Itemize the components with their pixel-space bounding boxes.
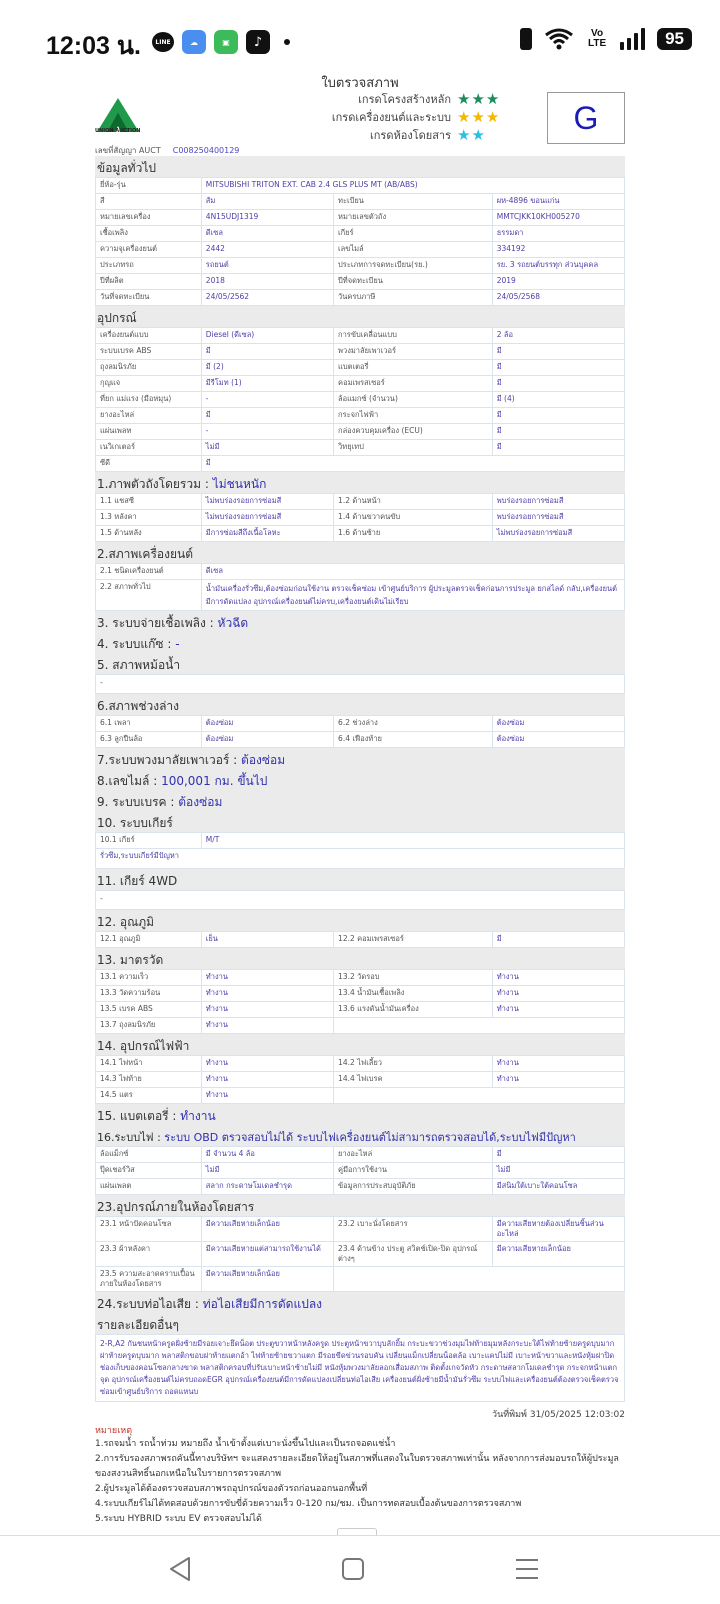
cell-value: ทำงาน <box>201 1072 333 1088</box>
table-row <box>96 1179 625 1195</box>
cell-label <box>334 1088 625 1104</box>
cell-value: ธรรมดา <box>492 226 624 242</box>
cell-value: ทำงาน <box>201 1002 333 1018</box>
general-table <box>95 177 625 306</box>
home-button[interactable] <box>338 1554 368 1584</box>
cell-label: 23.1 หน้าปัดคอนโซล <box>96 1217 202 1242</box>
navigation-bar <box>0 1535 720 1604</box>
signal-icon <box>620 28 645 50</box>
table-row <box>96 1267 625 1292</box>
star-rating-icon: ★★ <box>457 126 486 144</box>
print-date: วันที่พิมพ์ 31/05/2025 12:03:02 <box>492 1410 625 1420</box>
table-row <box>96 1072 625 1088</box>
section-equipment: อุปกรณ์ <box>95 306 625 327</box>
cabin-table <box>95 1216 625 1292</box>
section-mileage: 8.เลขไมล์ : 100,001 กม. ขึ้นไป <box>95 769 625 790</box>
section-power-steering: 7.ระบบพวงมาลัยเพาเวอร์ : ต้องซ่อม <box>95 748 625 769</box>
volte-icon: Vo LTE <box>588 28 607 49</box>
section-radiator: 5. สภาพหม้อน้ำ <box>95 653 625 674</box>
cell-value: มี <box>492 424 624 440</box>
cell-value: มี <box>492 360 624 376</box>
system-icons <box>520 27 692 51</box>
table-row <box>96 510 625 526</box>
cell-label: ถุงลมนิรภัย <box>96 360 202 376</box>
section-brakes: 9. ระบบเบรค : ต้องซ่อม <box>95 790 625 811</box>
table-row <box>96 328 625 344</box>
engine-table <box>95 563 625 611</box>
cell-label: ความจุเครื่องยนต์ <box>96 242 202 258</box>
grade-list <box>332 90 505 144</box>
cell-label: ปุ๊คเชอร์วิส <box>96 1163 202 1179</box>
cell-label: พวงมาลัยเพาเวอร์ <box>334 344 493 360</box>
section-gauges: 13. มาตรวัด <box>95 948 625 969</box>
cell-label: คู่มือการใช้งาน <box>334 1163 493 1179</box>
cell-value: มี <box>492 408 624 424</box>
gauges-table <box>95 969 625 1034</box>
section-electrical-system: 16.ระบบไฟ : ระบบ OBD ตรวจสอบไม่ได้ ระบบไฟเครื่องยนต์ไม่สามารถตรวจสอบได้,ระบบไฟมีปัญหา <box>95 1125 625 1146</box>
suspension-table <box>95 715 625 748</box>
cell-value: พบร่องรอยการซ่อมสี <box>492 510 624 526</box>
cell-label: 13.4 น้ำมันเชื้อเพลิง <box>334 986 493 1002</box>
cell-value: มี (2) <box>201 360 333 376</box>
cell-label: 13.2 วัดรอบ <box>334 970 493 986</box>
table-row <box>96 242 625 258</box>
table-row <box>96 1147 625 1163</box>
table-row <box>96 456 625 472</box>
cell-value: มี <box>492 376 624 392</box>
section-engine: 2.สภาพเครื่องยนต์ <box>95 542 625 563</box>
cell-value: ไม่พบร่องรอยการซ่อมสี <box>492 526 624 542</box>
cell-label: เนวิเกเตอร์ <box>96 440 202 456</box>
cell-label: 12.2 คอมเพรสเซอร์ <box>334 932 493 948</box>
table-row <box>96 440 625 456</box>
contract-value: C008250400129 <box>172 146 240 155</box>
cell-label: 13.6 แรงดันน้ำมันเครื่อง <box>334 1002 493 1018</box>
more-notifications-dot <box>284 39 290 45</box>
cell-label: 14.3 ไฟท้าย <box>96 1072 202 1088</box>
cell-value: ต้องซ่อม <box>201 716 333 732</box>
table-row <box>96 494 625 510</box>
cell-value: ไม่มี <box>201 440 333 456</box>
accessories-table <box>95 1146 625 1195</box>
cell-value: มีความเสียหายเล็กน้อย <box>201 1267 333 1292</box>
cell-value: ทำงาน <box>201 970 333 986</box>
remark-item: 5.ระบบ HYBRID ระบบ EV ตรวจสอบไม่ได้ <box>95 1514 262 1524</box>
section-suspension: 6.สภาพช่วงล่าง <box>95 694 625 715</box>
cell-value: ทำงาน <box>492 1056 624 1072</box>
cell-label: 13.7 ถุงลมนิรภัย <box>96 1018 202 1034</box>
cell-label: ปีที่ผลิต <box>96 274 202 290</box>
cell-value: น้ำมันเครื่องรั่วซึม,ต้องซ่อมก่อนใช้งาน ตรวจเช็คซ่อม เข้าศูนย์บริการ ผู้ประมูลตรวจเช็คก่อนการประมูล ยกสไลด์ กลับ,เครื่องยนต์มีการดัดแปลง อุปกรณ์เครื่องยนต์ไม่ครบ,เครื่องยนต์เดินไม่เรียบ <box>201 580 624 611</box>
cell-value: มี <box>201 408 333 424</box>
table-row <box>96 716 625 732</box>
back-button[interactable] <box>165 1554 195 1584</box>
overall-grade: G <box>547 92 625 144</box>
cell-label: 6.2 ช่วงล่าง <box>334 716 493 732</box>
cell-value: มี <box>201 456 624 472</box>
cell-value: รถยนต์ <box>201 258 333 274</box>
cell-label: 14.2 ไฟเลี้ยว <box>334 1056 493 1072</box>
cell-value: ไม่พบร่องรอยการซ่อมสี <box>201 494 333 510</box>
cell-label: เชื้อเพลิง <box>96 226 202 242</box>
inspection-document <box>95 70 625 1527</box>
recents-icon <box>514 1556 540 1582</box>
status-bar <box>0 0 720 80</box>
cell-label: ล้อแมกซ์ (จำนวน) <box>334 392 493 408</box>
notification-icons <box>152 30 290 54</box>
cell-value: ดีเซล <box>201 226 333 242</box>
cell-value: ทำงาน <box>492 1002 624 1018</box>
cell-label: แบตเตอรี่ <box>334 360 493 376</box>
cell-value: 4N15UDJ1319 <box>201 210 333 226</box>
table-row <box>96 210 625 226</box>
cell-label: กุญแจ <box>96 376 202 392</box>
table-row <box>96 258 625 274</box>
contract-number <box>95 144 625 156</box>
cell-value: ทำงาน <box>492 970 624 986</box>
cell-label: แผ่นเพลท <box>96 424 202 440</box>
table-row <box>96 932 625 948</box>
cell-label: ที่ยก แม่แรง (มือหมุน) <box>96 392 202 408</box>
grade-label: เกรดโครงสร้างหลัก <box>358 93 451 106</box>
cell-label: 23.3 ผ้าหลังคา <box>96 1242 202 1267</box>
table-row <box>96 1018 625 1034</box>
cell-value: 2019 <box>492 274 624 290</box>
cell-label: แผ่นเพลต <box>96 1179 202 1195</box>
section-cabin: 23.อุปกรณ์ภายในห้องโดยสาร <box>95 1195 625 1216</box>
cell-label: ล้อแม็กซ์ <box>96 1147 202 1163</box>
cell-value: ทำงาน <box>201 986 333 1002</box>
cell-value: ส้ม <box>201 194 333 210</box>
table-row <box>96 274 625 290</box>
cell-label: 13.1 ความเร็ว <box>96 970 202 986</box>
cell-value: รย. 3 รถยนต์บรรทุก ส่วนบุคคล <box>492 258 624 274</box>
cell-value: มี จำนวน 4 ล้อ <box>201 1147 333 1163</box>
document-header <box>95 72 625 144</box>
cell-label: 2.2 สภาพทั่วไป <box>96 580 202 611</box>
cell-label: หมายเลขเครื่อง <box>96 210 202 226</box>
cell-label: ยี่ห้อ-รุ่น <box>96 178 202 194</box>
cell-label: ข้อมูลการประสบอุบัติภัย <box>334 1179 493 1195</box>
section-electrical: 14. อุปกรณ์ไฟฟ้า <box>95 1034 625 1055</box>
cell-value: มีความเสียหายแต่สามารถใช้งานได้ <box>201 1242 333 1267</box>
cell-value: M/T <box>201 833 624 849</box>
cell-value: 24/05/2568 <box>492 290 624 306</box>
cell-label: 23.4 ด้านข้าง ประตู สวิตช์เปิด-ปิด อุปกรณ์ต่างๆ <box>334 1242 493 1267</box>
grade-structure <box>332 90 505 108</box>
cell-value: ทำงาน <box>201 1056 333 1072</box>
table-row <box>96 178 625 194</box>
cell-value: ไม่มี <box>201 1163 333 1179</box>
table-row <box>96 1056 625 1072</box>
cell-label: ปีที่จดทะเบียน <box>334 274 493 290</box>
cell-label: 1.4 ด้านขวาคนขับ <box>334 510 493 526</box>
cell-label: 2.1 ชนิดเครื่องยนต์ <box>96 564 202 580</box>
table-row <box>96 849 625 869</box>
home-icon <box>340 1556 366 1582</box>
vibrate-icon <box>520 28 532 50</box>
cell-label: 12.1 อุณภูมิ <box>96 932 202 948</box>
cell-value: มี <box>492 440 624 456</box>
table-row <box>96 1088 625 1104</box>
cell-label: 1.3 หลังคา <box>96 510 202 526</box>
table-row <box>96 194 625 210</box>
table-row <box>96 344 625 360</box>
section-details: รายละเอียดอื่นๆ <box>95 1313 625 1334</box>
table-row <box>96 392 625 408</box>
remark-item: 4.ระบบเกียร์ไม่ได้ทดสอบด้วยการขับขี่ด้วยความเร็ว 0-120 กม/ชม. เป็นการทดสอบเบื้องต้นของการตรวจสภาพ <box>95 1499 522 1509</box>
cell-label: เลขไมล์ <box>334 242 493 258</box>
status-time: 12:03 น. <box>46 32 141 60</box>
battery-indicator: 95 <box>657 28 692 50</box>
cell-label: กล่องควบคุมเครื่อง (ECU) <box>334 424 493 440</box>
cell-label: วันครบภาษี <box>334 290 493 306</box>
cell-label: 1.2 ด้านหน้า <box>334 494 493 510</box>
cell-value: มีรีโมท (1) <box>201 376 333 392</box>
wifi-icon <box>544 27 574 51</box>
table-row <box>96 526 625 542</box>
section-body: 1.ภาพตัวถังโดยรวม : ไม่ชนหนัก <box>95 472 625 493</box>
remark-item: 2.ผู้ประมูลได้ต้องตรวจสอบสภาพรถอุปกรณ์ของตัวรถก่อนออกนอกพื้นที่ <box>95 1484 368 1494</box>
document-title: ใบตรวจสภาพ <box>321 76 399 91</box>
section-fuel-system: 3. ระบบจ่ายเชื้อเพลิง : หัวฉีด <box>95 611 625 632</box>
cell-value: มีความเสียหายต้องเปลี่ยนชิ้นส่วนอะไหล่ <box>492 1217 624 1242</box>
cell-value: ทำงาน <box>492 1072 624 1088</box>
cell-label: ยางอะไหล่ <box>334 1147 493 1163</box>
cell-label: ประเภทรถ <box>96 258 202 274</box>
cell-label: 13.5 เบรค ABS <box>96 1002 202 1018</box>
4wd-value: - <box>95 890 625 910</box>
gearbox-note: รั่วซึม,ระบบเกียร์มีปัญหา <box>96 849 625 869</box>
table-row <box>96 1002 625 1018</box>
cell-value: Diesel (ดีเซล) <box>201 328 333 344</box>
recents-button[interactable] <box>512 1554 542 1584</box>
cell-label: 14.1 ไฟหน้า <box>96 1056 202 1072</box>
cell-label: การขับเคลื่อนแบบ <box>334 328 493 344</box>
cell-value: เย็น <box>201 932 333 948</box>
cell-label <box>334 1267 625 1292</box>
cell-value: สลาก กระดาษโมเดลชำรุด <box>201 1179 333 1195</box>
section-4wd: 11. เกียร์ 4WD <box>95 869 625 890</box>
cell-value: 334192 <box>492 242 624 258</box>
cell-label: ยางอะไหล่ <box>96 408 202 424</box>
tiktok-icon: ♪ <box>246 30 270 54</box>
cell-value: มี <box>492 932 624 948</box>
section-temperature: 12. อุณภูมิ <box>95 910 625 931</box>
cell-value: มีการซ่อมสีถึงเนื้อโลหะ <box>201 526 333 542</box>
cell-value: ทำงาน <box>492 986 624 1002</box>
cell-value: มีความเสียหายเล็กน้อย <box>492 1242 624 1267</box>
table-row <box>96 986 625 1002</box>
table-row <box>96 1242 625 1267</box>
cell-label: 1.6 ด้านซ้าย <box>334 526 493 542</box>
temperature-table <box>95 931 625 948</box>
cell-value: พบร่องรอยการซ่อมสี <box>492 494 624 510</box>
details-text: 2-R,A2 กันชนหน้าครูดฝั่งซ้ายมีรอยเจาะยึดน็อต ประตูขวาหน้าหลังครูด ประตูหน้าขวาบุบลักยิ้ม กระบะขวาช่วงมุมไฟท้ายมุมหลังกระบะใต้ไฟท้ายซ้ายครูดบุบมาก ฝาท้ายครูดบุบมาก พลาสติกขอบฝาท้ายแตกอ้า ไฟท้ายซ้ายขวาแตก มีรอยขีดข่วนรอบคัน เปลี่ยนแม็กเปลี่ยนน็อตล้อ เบาะแคปไม่มี เบาะหน้าขวาและหนังหุ้มฝาปิดช่องเก็บของคอนโซลกลางขาด พลาสติกครอบที่ปรับเบาะหน้าซ้ายไม่มี หนังหุ้มพวงมาลัยลอกเสื่อมสภาพ ติดตั้งเกจวัดหัว กระดาษสลากโมเดลชำรุด กระจกหน้าแตกจุด อุปกรณ์เครื่องยนต์ไม่ครบถอดEGR อุปกรณ์เครื่องยนต์มีการดัดแปลงเปลี่ยนท่อไอเสีย เครื่องยนต์ฝั่งซ้ายมีน้ำมันรั่วซึม ระบบไฟและเครื่องยนต์ต้องตรวจเช็คตรวจซ่อมเข้าศูนย์บริการ ถอดแหนบ <box>95 1334 625 1402</box>
cell-label: 1.5 ด้านหลัง <box>96 526 202 542</box>
cell-label <box>334 1018 625 1034</box>
cell-label: 6.1 เพลา <box>96 716 202 732</box>
cell-value: ทำงาน <box>201 1018 333 1034</box>
radiator-value: - <box>95 674 625 694</box>
remark-item: 1.รถจมน้ำ รถน้ำท่วม หมายถึง น้ำเข้าตั้งแต่เบาะนั่งขึ้นไปและเป็นรถจอดแช่น้ำ <box>95 1439 396 1449</box>
remarks-title: หมายเหตุ <box>95 1426 133 1436</box>
grade-engine <box>332 108 505 126</box>
logo-text: UNION AUCTION <box>95 128 141 134</box>
gearbox-table <box>95 832 625 869</box>
cell-value: มี <box>492 344 624 360</box>
cell-label: สี <box>96 194 202 210</box>
cell-value: ต้องซ่อม <box>492 732 624 748</box>
cell-label: เกียร์ <box>334 226 493 242</box>
cell-value: มีสนิมใต้เบาะใต้คอนโซล <box>492 1179 624 1195</box>
section-exhaust: 24.ระบบท่อไอเสีย : ท่อไอเสียมีการดัดแปลง <box>95 1292 625 1313</box>
cell-value: มี (4) <box>492 392 624 408</box>
cell-value: 2 ล้อ <box>492 328 624 344</box>
star-rating-icon: ★★★ <box>457 108 501 126</box>
table-row <box>96 376 625 392</box>
cell-value: ต้องซ่อม <box>201 732 333 748</box>
electrical-table <box>95 1055 625 1104</box>
cell-value: 2442 <box>201 242 333 258</box>
cell-value: MMTCJKK10KH005270 <box>492 210 624 226</box>
cell-label: วิทยุเทป <box>334 440 493 456</box>
table-row <box>96 1163 625 1179</box>
table-row <box>96 580 625 611</box>
cell-label: วันที่จดทะเบียน <box>96 290 202 306</box>
cell-value: 24/05/2562 <box>201 290 333 306</box>
cell-label: กระจกไฟฟ้า <box>334 408 493 424</box>
cell-label: เครื่องยนต์แบบ <box>96 328 202 344</box>
cell-label: ซีดี <box>96 456 202 472</box>
cell-label: ประเภทการจดทะเบียน(รย.) <box>334 258 493 274</box>
back-icon <box>167 1555 193 1583</box>
cell-label: 23.5 ความสะอาดคราบเปื้อน ภายในห้องโดยสาร <box>96 1267 202 1292</box>
table-row <box>96 226 625 242</box>
cell-label: 13.3 วัดความร้อน <box>96 986 202 1002</box>
cell-label: 6.4 เฟืองท้าย <box>334 732 493 748</box>
cell-value: ไม่พบร่องรอยการซ่อมสี <box>201 510 333 526</box>
cell-value: MITSUBISHI TRITON EXT. CAB 2.4 GLS PLUS MT (AB/ABS) <box>201 178 624 194</box>
grade-label: เกรดเครื่องยนต์และระบบ <box>331 111 451 124</box>
section-gas-system: 4. ระบบแก๊ซ : - <box>95 632 625 653</box>
table-row <box>96 564 625 580</box>
table-row <box>96 290 625 306</box>
cell-value: ไม่มี <box>492 1163 624 1179</box>
body-table <box>95 493 625 542</box>
grade-label: เกรดห้องโดยสาร <box>370 129 451 142</box>
cell-value: 2018 <box>201 274 333 290</box>
section-gearbox: 10. ระบบเกียร์ <box>95 811 625 832</box>
cell-label: 6.3 ลูกปืนล้อ <box>96 732 202 748</box>
market-icon: ▣ <box>214 30 238 54</box>
line-icon: LINE <box>152 32 174 52</box>
table-row <box>96 1217 625 1242</box>
cell-label: 1.1 แชสซี <box>96 494 202 510</box>
cell-value: - <box>201 392 333 408</box>
table-row <box>96 408 625 424</box>
cell-value: มี <box>201 344 333 360</box>
cell-label: 23.2 เบาะนั่งโดยสาร <box>334 1217 493 1242</box>
table-row <box>96 970 625 986</box>
cell-label: 10.1 เกียร์ <box>96 833 202 849</box>
table-row <box>96 360 625 376</box>
cell-label: หมายเลขตัวถัง <box>334 210 493 226</box>
cell-label: 14.4 ไฟเบรค <box>334 1072 493 1088</box>
cell-value: ดีเซล <box>201 564 624 580</box>
cell-value: ต้องซ่อม <box>492 716 624 732</box>
table-row <box>96 424 625 440</box>
cell-label: ระบบเบรค ABS <box>96 344 202 360</box>
section-general: ข้อมูลทั่วไป <box>95 156 625 177</box>
equipment-table <box>95 327 625 472</box>
grade-cabin <box>332 126 505 144</box>
weather-icon: ☁ <box>182 30 206 54</box>
cell-label: 14.5 แตร <box>96 1088 202 1104</box>
cell-value: ผห-4896 ขอนแก่น <box>492 194 624 210</box>
cell-label: ทะเบียน <box>334 194 493 210</box>
cell-label: คอมเพรสเซอร์ <box>334 376 493 392</box>
remarks-list <box>95 1437 625 1527</box>
star-rating-icon: ★★★ <box>457 90 501 108</box>
contract-label: เลขที่สัญญา AUCT <box>95 146 161 155</box>
cell-value: - <box>201 424 333 440</box>
cell-value: มีความเสียหายเล็กน้อย <box>201 1217 333 1242</box>
cell-value: มี <box>492 1147 624 1163</box>
remark-item: 2.การรับรองสภาพรถคันนี้ทางบริษัทฯ จะแสดงรายละเอียดให้อยู่ในสภาพที่แสดงในใบตรวจสภาพเท่านั้น หลังจากการส่งมอบรถให้ผู้ประมูล ของสงวนสิทธิ์นอกเหนือในใบรายการตรวจสภาพ <box>95 1454 619 1479</box>
cell-value: ทำงาน <box>201 1088 333 1104</box>
table-row <box>96 732 625 748</box>
table-row <box>96 833 625 849</box>
section-battery: 15. แบตเตอรี่ : ทำงาน <box>95 1104 625 1125</box>
